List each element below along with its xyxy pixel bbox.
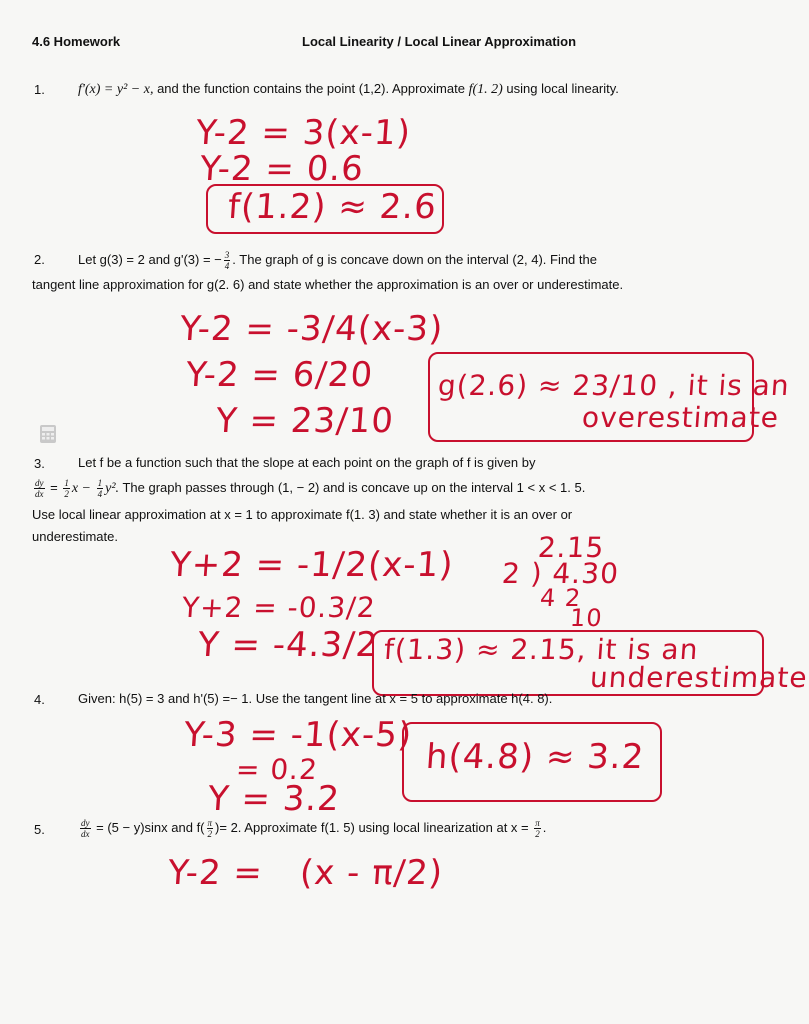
- problem-4-work-line-1: Y-3 = -1(x-5): [182, 715, 414, 755]
- problem-2-work-line-3: Y = 23/10: [214, 401, 396, 441]
- problem-3-line-3: Use local linear approximation at x = 1 to approximate f(1. 3) and state whether it is an over or: [32, 507, 573, 522]
- problem-3-conditions: The graph passes through (1, − 2) and is concave up on the interval 1 < x < 1. 5.: [122, 479, 586, 495]
- problem-5-equation: = (5 − y)sinx and f(: [96, 819, 205, 835]
- problem-4-number: 4.: [34, 692, 45, 707]
- problem-3-answer-line-2: underestimate: [588, 661, 809, 694]
- problem-2-answer-line-1: g(2.6) ≈ 23/10 , it is an: [436, 369, 791, 402]
- problem-1-statement: and the function contains the point (1,2). Approximate: [157, 81, 465, 96]
- problem-2-line-2: tangent line approximation for g(2. 6) and state whether the approximation is an over or underestimate.: [32, 277, 624, 292]
- problem-2-concavity: . The graph of g is concave down on the interval (2, 4). Find the: [232, 251, 597, 267]
- dydx-numerator: dy: [81, 818, 90, 828]
- problem-2-given: Let g(3) = 2 and g'(3) = −: [78, 251, 222, 267]
- problem-1-tail: using local linearity.: [506, 81, 619, 96]
- dydx-denominator: dx: [35, 489, 44, 499]
- equals-sign: =: [50, 479, 58, 495]
- y-term: y².: [105, 480, 120, 496]
- problem-2-work-line-2: Y-2 = 6/20: [184, 355, 375, 395]
- problem-2-fraction: [224, 250, 231, 271]
- problem-5-work-line-2: (x - π/2): [298, 853, 445, 893]
- problem-3-work-line-3: Y = -4.3/2: [196, 625, 380, 665]
- division-remainder: 10: [569, 604, 604, 632]
- pi-denominator: 2: [207, 829, 213, 839]
- problem-4-work-line-3: Y = 3.2: [206, 779, 342, 819]
- pi-numerator: π: [535, 818, 540, 828]
- problem-1-work-line-1: Y-2 = 3(x-1): [194, 113, 413, 153]
- problem-5-statement: )= 2. Approximate f(1. 5) using local linearization at x =: [215, 819, 529, 835]
- problem-1-work-line-2: Y-2 = 0.6: [198, 149, 366, 189]
- problem-2-line-1: [78, 250, 597, 271]
- fraction-numerator: 3: [224, 250, 230, 260]
- problem-5-number: 5.: [34, 822, 45, 837]
- pi-denominator: 2: [535, 829, 540, 839]
- problem-5-period: .: [542, 819, 547, 835]
- problem-2-answer-line-2: overestimate: [580, 401, 781, 434]
- problem-3-line-4: underestimate.: [32, 529, 118, 544]
- problem-3-number: 3.: [34, 456, 45, 471]
- problem-3-work-line-2: Y+2 = -0.3/2: [180, 591, 377, 624]
- pi-numerator: π: [207, 818, 213, 828]
- dydx-denominator: dx: [81, 829, 90, 839]
- problem-4-text: Given: h(5) = 3 and h'(5) =− 1. Use the tangent line at x = 5 to approximate h(4. 8).: [78, 691, 553, 706]
- problem-5-text: [78, 818, 546, 839]
- problem-2-work-line-1: Y-2 = -3/4(x-3): [178, 309, 445, 349]
- problem-3-answer-line-1: f(1.3) ≈ 2.15, it is an: [382, 633, 700, 666]
- problem-4-work-line-2: = 0.2: [234, 753, 320, 786]
- problem-1-text: [78, 80, 619, 99]
- problem-3-work-line-1: Y+2 = -1/2(x-1): [168, 545, 455, 585]
- division-step: 4 2: [539, 584, 583, 612]
- x-term: x −: [71, 480, 92, 496]
- fraction-denominator: 4: [224, 261, 230, 271]
- problem-3-half: [63, 478, 70, 499]
- problem-2-number: 2.: [34, 252, 45, 267]
- division-quotient: 2.15: [536, 531, 606, 564]
- quarter-numerator: 1: [97, 478, 103, 488]
- problem-3-line-2: [32, 478, 585, 499]
- problem-1-target: f(1. 2): [468, 82, 503, 97]
- problem-3-dydx: [34, 478, 45, 499]
- problem-1-answer: f(1.2) ≈ 2.6: [226, 187, 439, 227]
- problem-5-pi-half-2: [534, 818, 541, 839]
- worksheet-title: 4.6 Homework: [32, 34, 121, 49]
- half-denominator: 2: [64, 489, 69, 499]
- calculator-icon: [38, 424, 58, 444]
- problem-3-line-1: Let f be a function such that the slope at each point on the graph of f is given by: [78, 455, 536, 470]
- problem-5-dydx: [80, 818, 91, 839]
- problem-4-answer: h(4.8) ≈ 3.2: [424, 737, 646, 777]
- problem-1-derivative: f'(x) = y² − x,: [78, 82, 154, 97]
- worksheet-topic: Local Linearity / Local Linear Approximation: [302, 34, 577, 49]
- half-numerator: 1: [64, 478, 69, 488]
- division-dividend: 2 ) 4.30: [500, 557, 621, 590]
- dydx-numerator: dy: [35, 478, 44, 488]
- problem-1-number: 1.: [34, 82, 45, 97]
- quarter-denominator: 4: [97, 489, 103, 499]
- problem-5-work-line-1: Y-2 =: [166, 853, 265, 893]
- problem-5-pi-half: [207, 818, 214, 839]
- problem-3-quarter: [97, 478, 104, 499]
